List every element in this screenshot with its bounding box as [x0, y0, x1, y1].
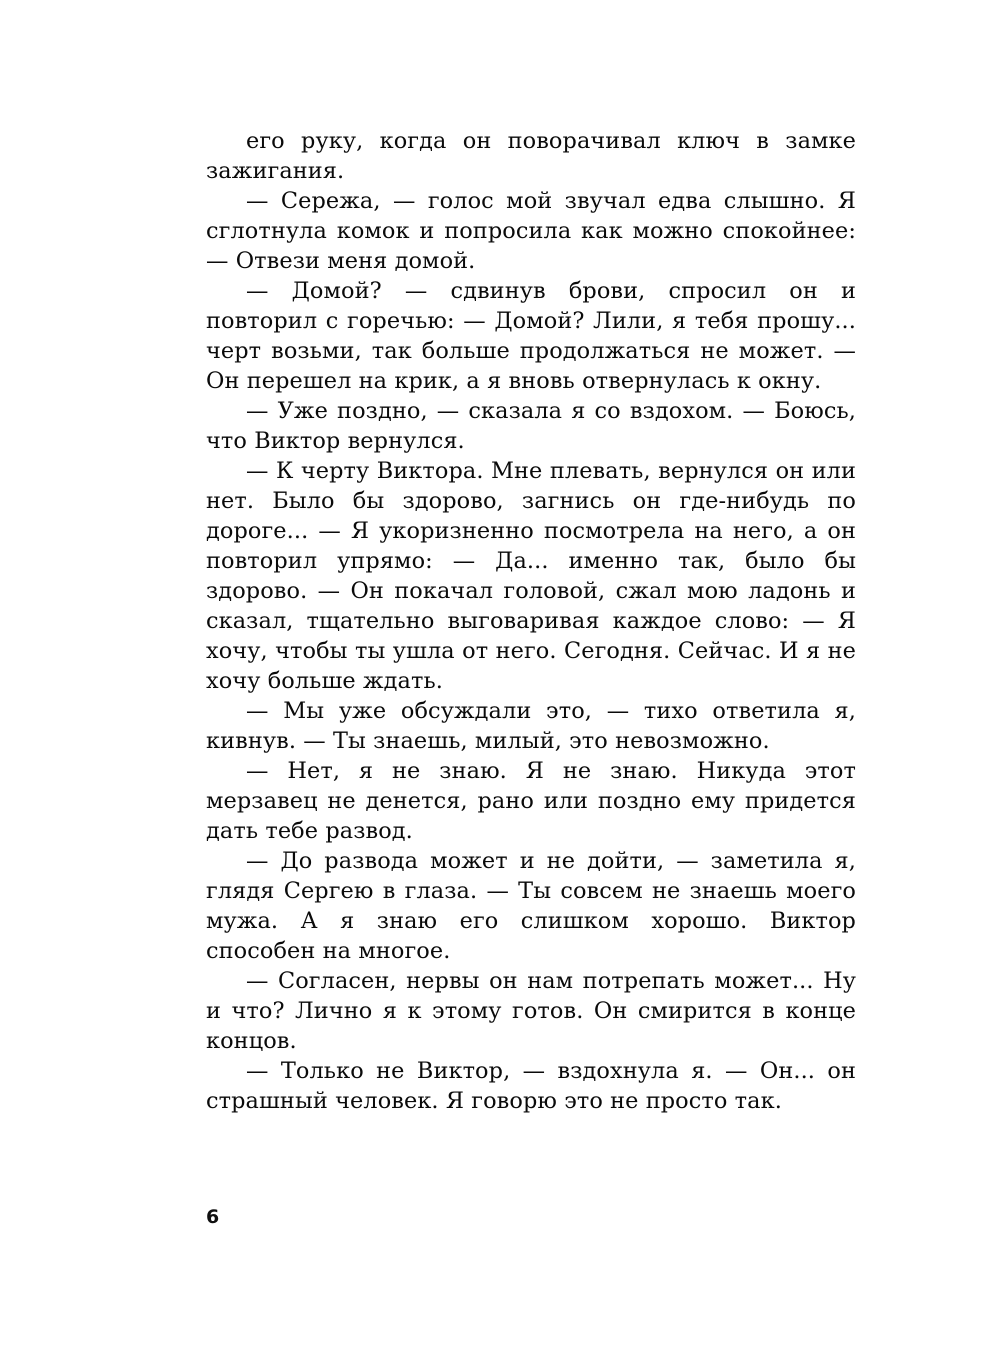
page-number: 6: [206, 1206, 220, 1228]
body-text-block: [206, 126, 856, 1116]
paragraph: его руку, когда он поворачивал ключ в замке зажигания.: [206, 128, 856, 184]
paragraph: — Нет, я не знаю. Я не знаю. Никуда этот мерзавец не денется, рано или поздно ему придется дать тебе развод.: [206, 758, 856, 844]
paragraph: — До развода может и не дойти, — заметила я, глядя Сергею в глаза. — Ты совсем не знаешь моего мужа. А я знаю его слишком хорошо. Виктор способен на многое.: [206, 848, 856, 964]
paragraph: — К черту Виктора. Мне плевать, вернулся он или нет. Было бы здорово, загнись он где-нибудь по дороге... — Я укоризненно посмотрела на него, а он повторил упрямо: — Да... именно так, было бы здорово. — Он покачал головой, сжал мою ладонь и сказал, тщательно выговаривая каждое слово: — Я хочу, чтобы ты ушла от него. Сегодня. Сейчас. И я не хочу больше ждать.: [206, 458, 856, 694]
paragraph: — Домой? — сдвинув брови, спросил он и повторил с горечью: — Домой? Лили, я тебя прошу... черт возьми, так больше продолжаться не может. — Он перешел на крик, а я вновь отвернулась к окну.: [206, 278, 856, 394]
paragraph: — Мы уже обсуждали это, — тихо ответила я, кивнув. — Ты знаешь, милый, это невозможно.: [206, 698, 856, 754]
paragraph: — Согласен, нервы он нам потрепать может... Ну и что? Лично я к этому готов. Он смирится в конце концов.: [206, 968, 856, 1054]
paragraph: — Уже поздно, — сказала я со вздохом. — Боюсь, что Виктор вернулся.: [206, 398, 856, 454]
paragraph: — Сережа, — голос мой звучал едва слышно. Я сглотнула комок и попросила как можно спокойнее: — Отвези меня домой.: [206, 188, 856, 274]
paragraph: — Только не Виктор, — вздохнула я. — Он... он страшный человек. Я говорю это не просто так.: [206, 1058, 856, 1114]
